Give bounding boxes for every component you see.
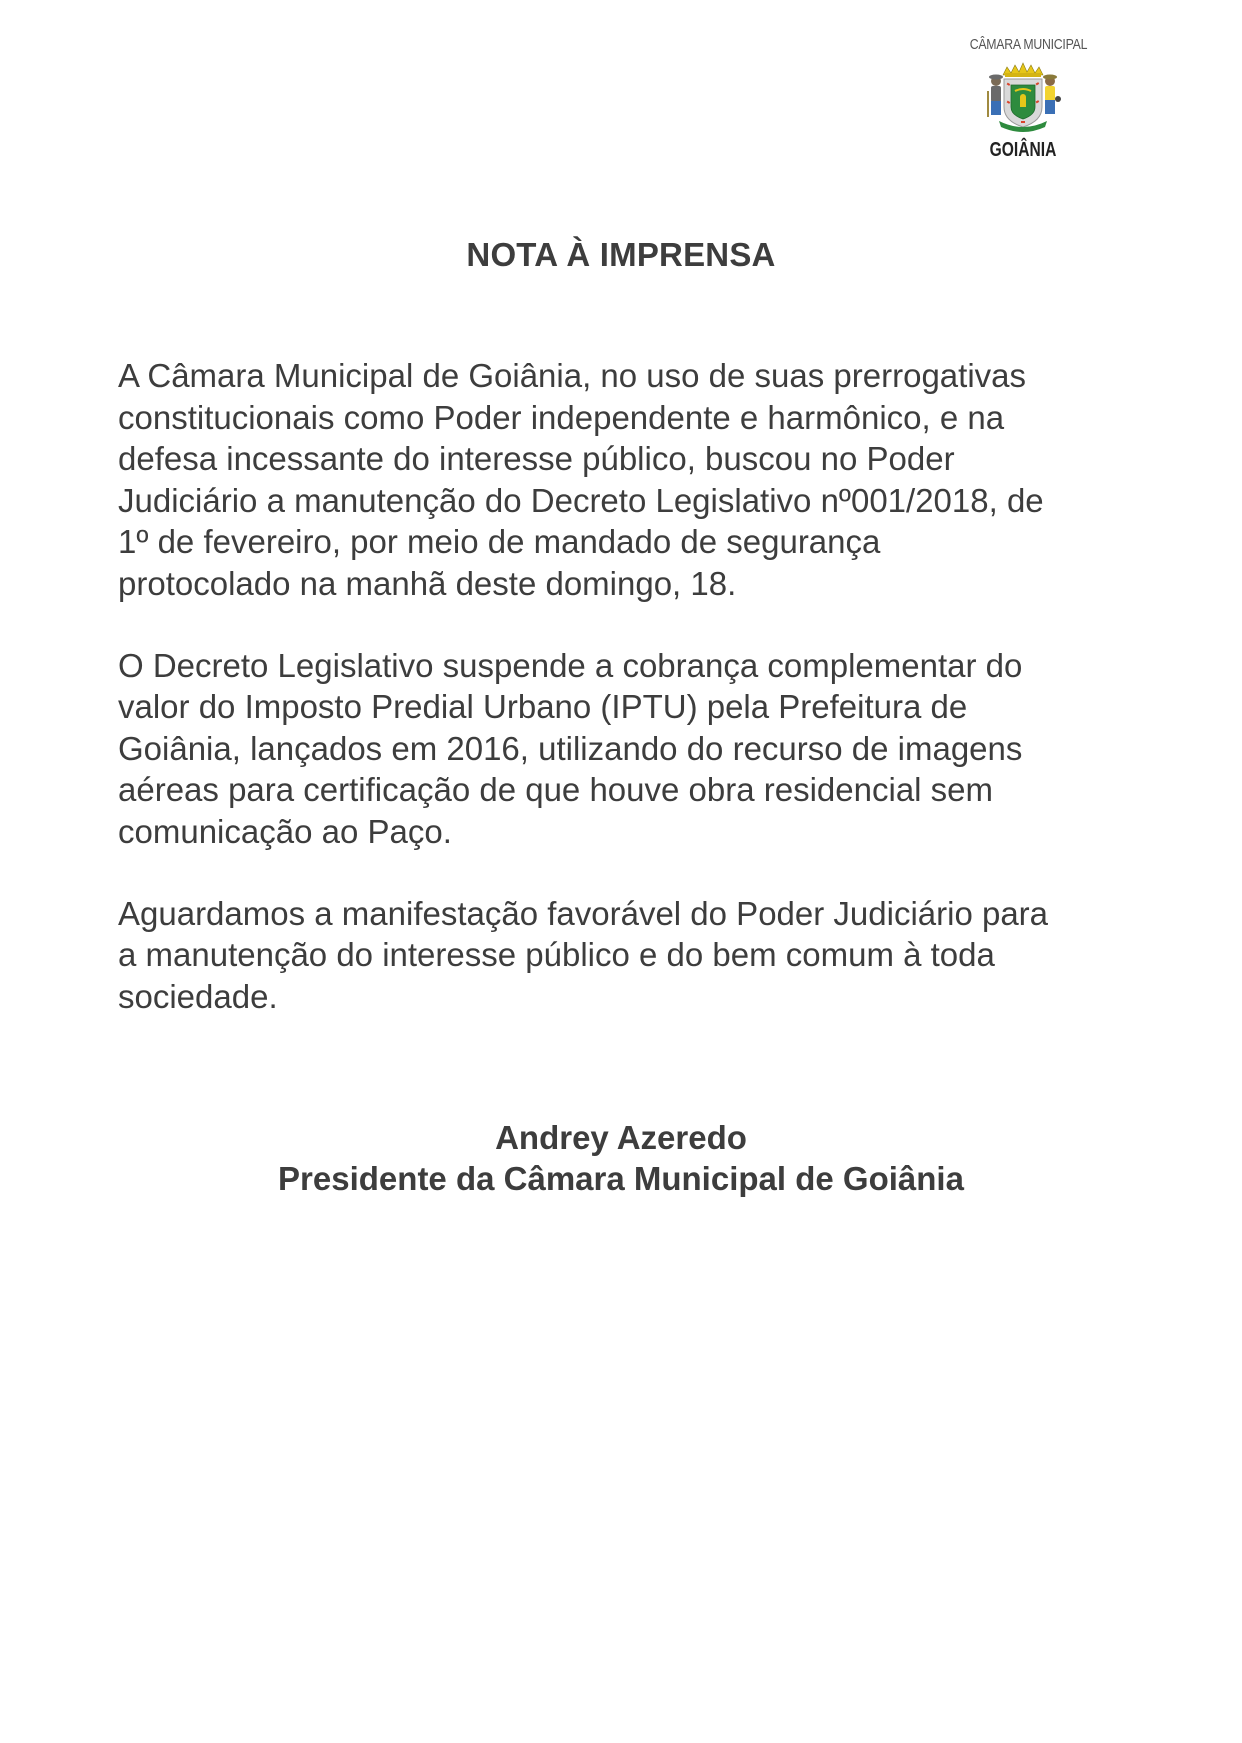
paragraph-2 <box>118 645 1148 853</box>
text-line: aéreas para certificação de que houve obra residencial sem <box>118 771 994 809</box>
text-line: protocolado na manhã deste domingo, 18. <box>118 564 737 602</box>
text-line: sociedade. <box>118 977 278 1015</box>
text-line: defesa incessante do interesse público, buscou no Poder <box>118 440 955 478</box>
logo-bottom-text: GOIÂNIA <box>989 139 1057 161</box>
document-title: NOTA À IMPRENSA <box>466 236 776 273</box>
paragraph-1 <box>118 355 1148 605</box>
logo-top-text: CÂMARA MUNICIPAL <box>969 36 1088 53</box>
text-line: valor do Imposto Predial Urbano (IPTU) pela Prefeitura de <box>118 688 968 726</box>
text-line: 1º de fevereiro, por meio de mandado de segurança <box>118 523 881 561</box>
signature-block <box>0 1117 1242 1199</box>
text-line: Judiciário a manutenção do Decreto Legislativo nº001/2018, de <box>118 481 1044 519</box>
text-line: Aguardamos a manifestação favorável do Poder Judiciário para <box>118 894 1049 932</box>
signatory-role: Presidente da Câmara Municipal de Goiânia <box>278 1160 964 1197</box>
text-line: A Câmara Municipal de Goiânia, no uso de suas prerrogativas <box>118 357 1026 394</box>
text-line: Goiânia, lançados em 2016, utilizando do recurso de imagens <box>118 729 1023 767</box>
text-line: constitucionais como Poder independente e harmônico, e na <box>118 398 1005 436</box>
text-line: O Decreto Legislativo suspende a cobrança complementar do <box>118 646 1023 684</box>
signatory-name: Andrey Azeredo <box>495 1119 747 1156</box>
camara-logo <box>958 36 1088 166</box>
document-body <box>118 322 1148 1050</box>
text-line: a manutenção do interesse público e do bem comum à toda <box>118 936 995 974</box>
paragraph-3 <box>118 893 1148 1018</box>
coat-of-arms-icon <box>983 57 1063 137</box>
text-line: comunicação ao Paço. <box>118 812 452 850</box>
